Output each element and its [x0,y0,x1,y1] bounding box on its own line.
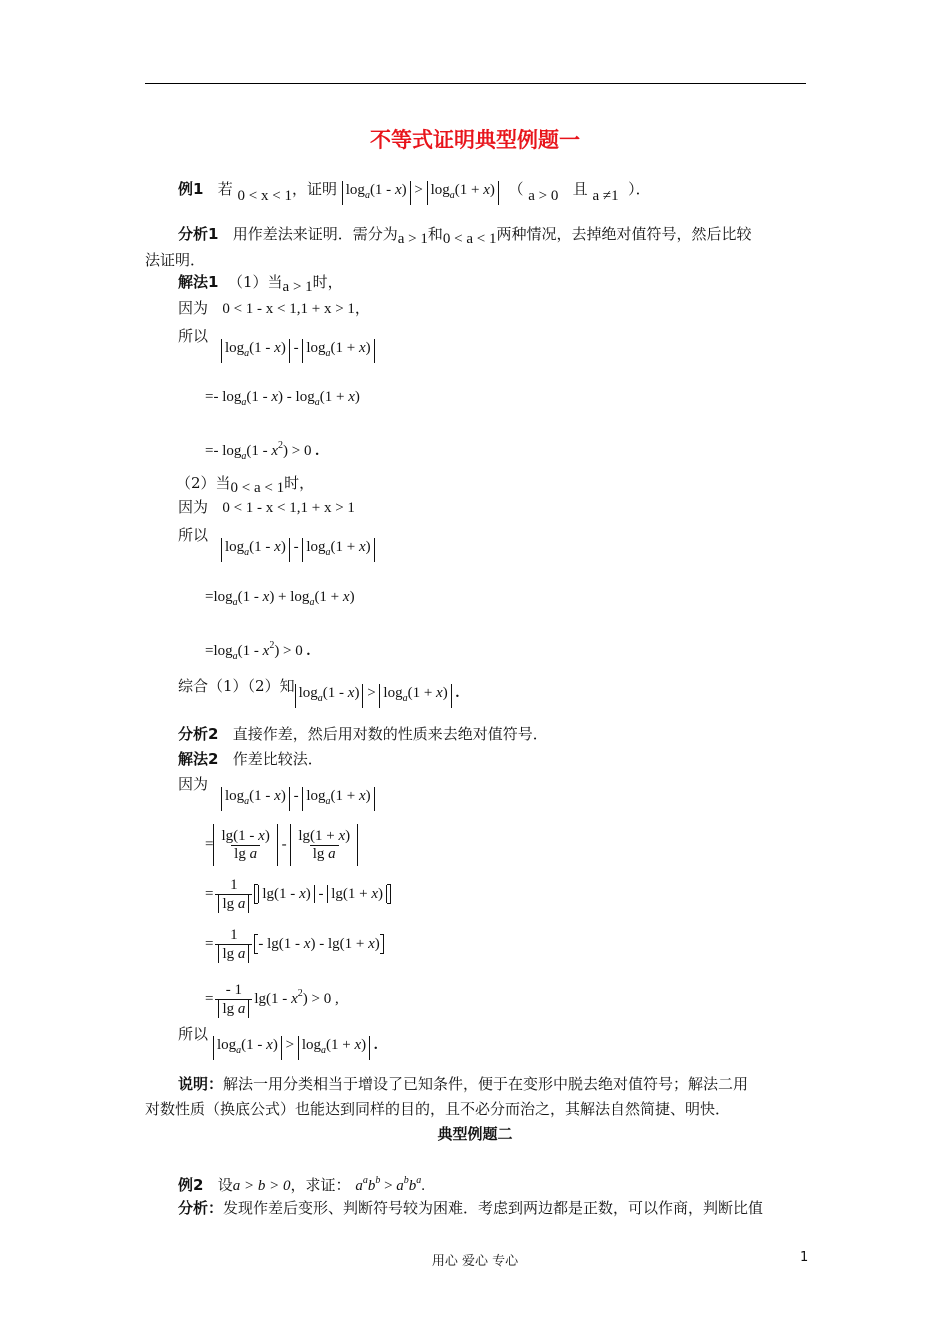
analysis-1-line-2: 法证明． [145,251,206,269]
comma: ， [354,299,370,317]
condition-a-positive: a > 0 [528,188,559,204]
range-expression: 0 < 1 - x < 1,1 + x > 1 [222,301,355,317]
case-a-gt-1: a > 1 [397,231,428,247]
solution-2-label: 解法2 [178,750,219,768]
because-label-2: 因为 [178,498,209,516]
paren-open: （ [508,180,524,198]
analysis-1-label: 分析1 [178,225,219,243]
because-label-3: 因为 [178,775,209,793]
condition-a-not-one: a ≠1 [592,188,619,204]
eq-3-5: = $\frac{- 1}{\text{lg a}}$ $\lg(1 - x^2) > 0$ , [205,981,339,1017]
text-prove-2: ，求证： [290,1176,351,1194]
case-2-cond: 0 < a < 1 [230,480,285,496]
page-title: 不等式证明典型例题一 [370,128,580,152]
analysis-2-text: 直接作差，然后用对数的性质来去绝对值符号． [232,725,548,743]
section-2-title: 典型例题二 [437,1125,513,1143]
analysis-ex2-text: 发现作差后变形、判断符号较为困难．考虑到两边都是正数，可以作商，判断比值 [223,1199,764,1217]
note-label: 说明： [178,1075,224,1093]
analysis-1-text-2: 两种情况，去掉绝对值符号，然后比较 [496,225,752,243]
example-2-statement [178,1171,425,1196]
page-footer: 用心 爱心 专心 [431,1254,519,1269]
eq-1-1: $\log_a(1 - x) - \log_a(1 + x)$ [221,338,375,363]
case-a-lt-1: 0 < a < 1 [442,231,497,247]
paren-close: ）． [628,180,651,198]
summary-text: 综合（1）（2）知 [178,677,295,695]
so-label-2: 所以 [178,526,209,544]
eq-3-6: $\log_a(1 - x) > \log_a(1 + x)$ . [213,1035,378,1060]
summary-line: 综合（1）（2）知 $\log_a(1 - x) > \log_a(1 + x)$ . [178,676,459,708]
text-let: 设 [217,1176,233,1194]
case-2-text: （2）当 [176,474,231,492]
analysis-ex2-label: 分析： [178,1199,224,1217]
example-2-label: 例2 [178,1176,204,1194]
eq-3-2: = $\frac{\lg(1 - x)}{\text{lg a}}$ - $\frac{\lg(1 + x)}{\text{lg a}}$ [205,824,358,866]
solution-1-label: 解法1 [178,273,219,291]
so-label: 所以 [178,327,209,345]
text-he: 和 [427,225,443,243]
case-1-cond: a > 1 [282,279,313,295]
eq-2-1: $\log_a(1 - x) - \log_a(1 + x)$ [221,537,375,562]
analysis-2-label: 分析2 [178,725,219,743]
inequality-ex2: $a^ab^b > a^bb^a$. [355,1175,426,1194]
case-1-text: （1）当 [227,273,283,291]
eq-3-4: = $\frac{1}{\text{lg a}}$ - lg(1 - x) - lg(1 + x) [205,924,384,964]
case-1-text-2: 时， [312,273,343,291]
note-line-1 [178,1074,748,1094]
solution-1-case-2 [176,473,314,498]
so-label-3: 所以 [178,1025,209,1043]
condition-a-gt-b: a > b > 0 [232,1178,291,1194]
analysis-1-text: 用作差法来证明．需分为 [232,225,398,243]
eq-3-1: $\log_a(1 - x) - \log_a(1 + x)$ [221,786,375,811]
page-number: 1 [800,1250,809,1265]
text-prove: ，证明 [291,180,337,198]
condition-x-range: 0 < x < 1 [237,188,292,204]
analysis-1-line-1 [178,224,752,249]
range-expression-2: 0 < 1 - x < 1,1 + x > 1 [222,500,355,516]
eq-2-3: $=\log_a(1 - x^2) > 0$ . [205,640,311,662]
analysis-ex2 [178,1198,763,1218]
because-label: 因为 [178,299,209,317]
note-text-1: 解法一用分类相当于增设了已知条件，便于在变形中脱去绝对值符号；解法二用 [223,1075,749,1093]
text-ruo: 若 [217,180,233,198]
eq-3-3: = $\frac{1}{\text{lg a}}$ lg(1 - x) - lg(1 + x) [205,874,391,914]
case-2-text-2: 时， [284,474,315,492]
header-rule [145,83,806,84]
example-1-label: 例1 [178,180,204,198]
solution-2-text: 作差比较法． [232,750,323,768]
analysis-2 [178,724,548,744]
solution-1-case-1 [178,272,343,297]
example-1-statement [178,179,651,206]
text-and: 且 [572,180,588,198]
eq-1-2: =- $\log_a(1 - x) - \log_a(1 + x)$ [205,389,360,408]
case-1-because [178,298,370,319]
case-2-because [178,497,355,518]
note-line-2: 对数性质（换底公式）也能达到同样的目的，且不必分而治之，其解法自然简捷、明快． [145,1100,731,1118]
eq-1-3: =- $\log_a(1 - x^2) > 0$ . [205,440,320,462]
inequality-main: $\log_a(1 - x) > \log_a(1 + x)$ [342,182,499,198]
eq-2-2: $=\log_a(1 - x) + \log_a(1 + x)$ [205,589,355,608]
solution-2 [178,749,323,769]
